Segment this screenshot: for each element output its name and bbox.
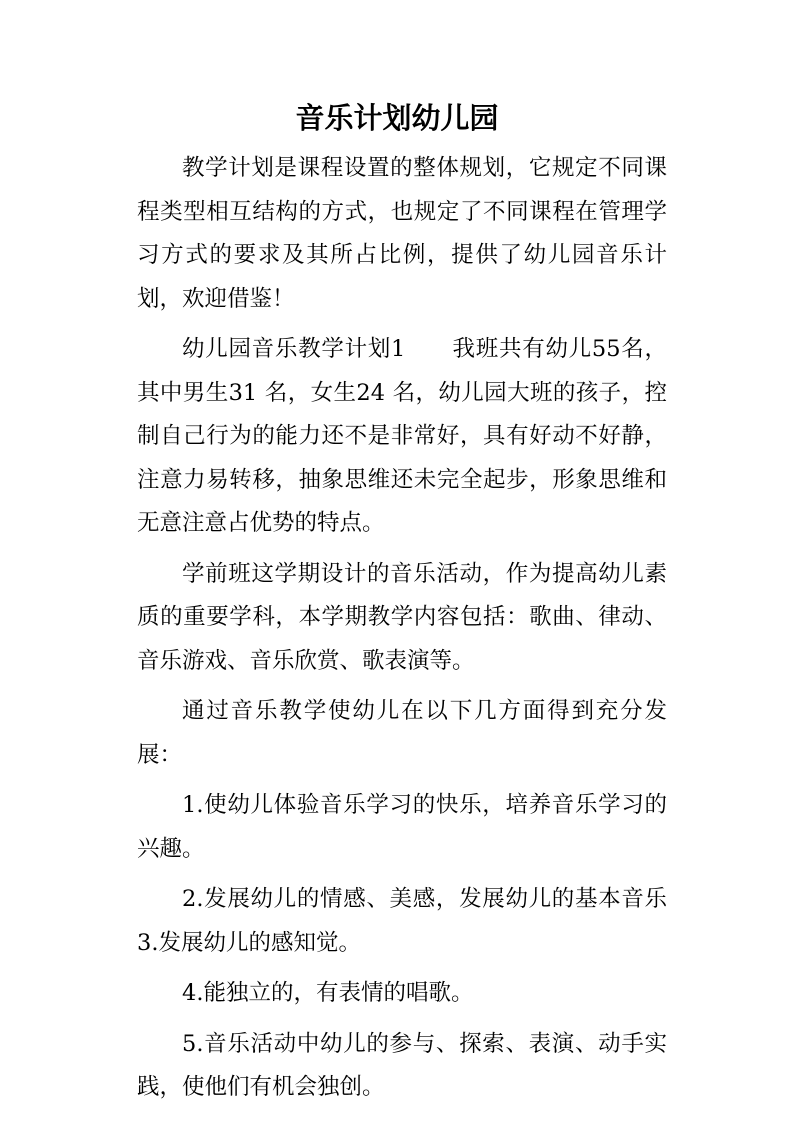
goal-item-1: 1.使幼儿体验音乐学习的快乐，培养音乐学习的兴趣。 (137, 792, 667, 862)
class-overview-paragraph: 幼儿园音乐教学计划1 我班共有幼儿55名，其中男生31 名，女生24 名，幼儿园大班的孩子，控制自己行为的能力还不是非常好，具有好动不好静，注意力易转移，抽象思维还未完全起步，形象思维和无意注意占优势的特点。 (137, 336, 667, 536)
goal-item-5: 5.音乐活动中幼儿的参与、探索、表演、动手实践，使他们有机会独创。 (137, 1030, 667, 1100)
goal-item-2-3: 2.发展幼儿的情感、美感，发展幼儿的基本音乐3.发展幼儿的感知觉。 (137, 886, 667, 956)
content-paragraph: 学前班这学期设计的音乐活动，作为提高幼儿素质的重要学科，本学期教学内容包括：歌曲、律动、音乐游戏、音乐欣赏、歌表演等。 (137, 560, 667, 674)
document-title: 音乐计划幼儿园 (295, 101, 499, 135)
intro-paragraph: 教学计划是课程设置的整体规划，它规定不同课程类型相互结构的方式，也规定了不同课程在管理学习方式的要求及其所占比例，提供了幼儿园音乐计划，欢迎借鉴！ (137, 155, 667, 312)
document-body (137, 147, 667, 1117)
goals-intro-paragraph: 通过音乐教学使幼儿在以下几方面得到充分发展： (137, 698, 667, 768)
goal-item-4: 4.能独立的，有表情的唱歌。 (182, 980, 474, 1006)
